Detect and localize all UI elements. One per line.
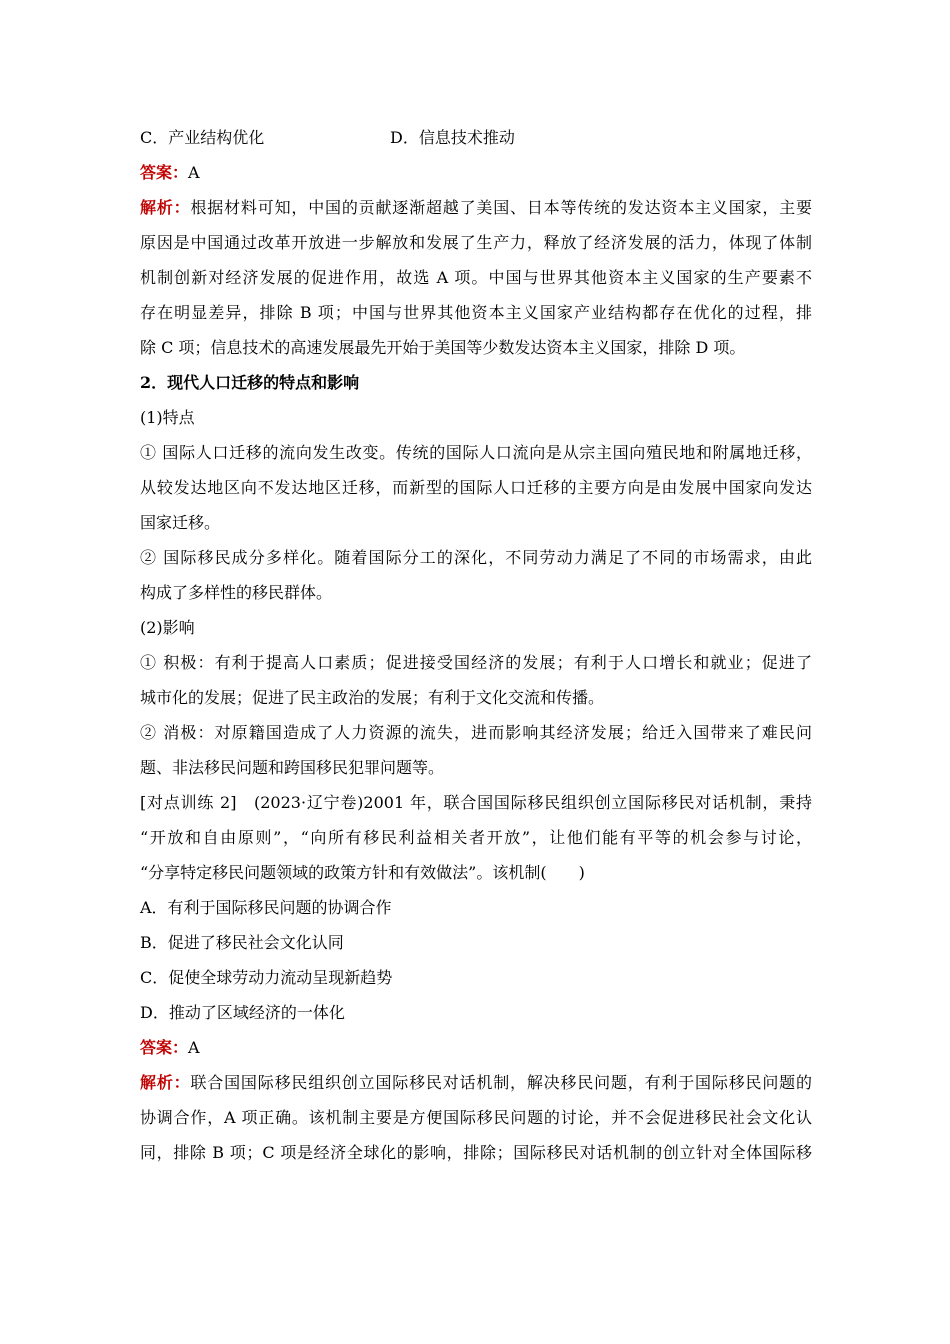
q1-analysis-line: 原因是中国通过改革开放进一步解放和发展了生产力，释放了经济发展的活力，体现了体制 xyxy=(140,233,812,252)
q1-options-row xyxy=(140,120,812,155)
q1-option-d: D．信息技术推动 xyxy=(390,128,515,147)
q2-analysis-line: 协调合作，A 项正确。该机制主要是方便国际移民问题的讨论，并不会促进移民社会文化认 xyxy=(140,1108,812,1127)
q2-option-c: C．促使全球劳动力流动呈现新趋势 xyxy=(140,968,393,987)
q2-option-b: B．促进了移民社会文化认同 xyxy=(140,933,344,952)
q1-analysis-line: 存在明显差异，排除 B 项；中国与世界其他资本主义国家产业结构都存在优化的过程，排 xyxy=(140,303,812,322)
q2-analysis-line: 同，排除 B 项；C 项是经济全球化的影响，排除；国际移民对话机制的创立针对全体国际移 xyxy=(140,1143,812,1162)
q1-answer xyxy=(140,155,812,190)
q1-analysis-label: 解析： xyxy=(140,198,191,217)
q2-option-a: A．有利于国际移民问题的协调合作 xyxy=(140,898,392,917)
document-page xyxy=(140,120,812,1170)
q2-stem-line: [对点训练 2] (2023·辽宁卷)2001 年，联合国国际移民组织创立国际移民对话机制，秉持 xyxy=(140,793,812,812)
feature-2-line: 构成了多样性的移民群体。 xyxy=(140,583,333,602)
q1-option-c: C．产业结构优化 xyxy=(140,128,265,147)
q2-answer xyxy=(140,1030,812,1065)
feature-1-line: ① 国际人口迁移的流向发生改变。传统的国际人口流向是从宗主国向殖民地和附属地迁移， xyxy=(140,443,812,462)
q1-analysis-line: 机制创新对经济发展的促进作用，故选 A 项。中国与世界其他资本主义国家的生产要素不 xyxy=(140,268,812,287)
q2-stem-line: “开放和自由原则”，“向所有移民利益相关者开放”，让他们能有平等的机会参与讨论， xyxy=(140,828,812,847)
q1-analysis-line: 除 C 项；信息技术的高速发展最先开始于美国等少数发达资本主义国家，排除 D 项。 xyxy=(140,338,746,357)
impact-negative-line: ② 消极：对原籍国造成了人力资源的流失，进而影响其经济发展；给迁入国带来了难民问 xyxy=(140,723,812,742)
impact-positive-line: ① 积极：有利于提高人口素质；促进接受国经济的发展；有利于人口增长和就业；促进了 xyxy=(140,653,812,672)
q2-answer-label: 答案： xyxy=(140,1038,189,1057)
q2-option-d: D．推动了区域经济的一体化 xyxy=(140,1003,345,1022)
q1-answer-value: A xyxy=(188,163,200,182)
q2-analysis-text: 联合国国际移民组织创立国际移民对话机制，解决移民问题，有利于国际移民问题的 xyxy=(190,1073,812,1092)
impact-positive-line: 城市化的发展；促进了民主政治的发展；有利于文化交流和传播。 xyxy=(140,688,605,707)
q2-analysis-line xyxy=(140,1065,812,1100)
subheading-features: (1)特点 xyxy=(140,408,195,427)
q1-analysis-line xyxy=(140,190,812,225)
subheading-impacts: (2)影响 xyxy=(140,618,195,637)
section-heading: 2．现代人口迁移的特点和影响 xyxy=(140,373,360,392)
q1-analysis-text: 根据材料可知，中国的贡献逐渐超越了美国、日本等传统的发达资本主义国家，主要 xyxy=(190,198,812,217)
feature-1-line: 国家迁移。 xyxy=(140,513,221,532)
q1-answer-label: 答案： xyxy=(140,163,189,182)
feature-1-line: 从较发达地区向不发达地区迁移，而新型的国际人口迁移的主要方向是由发展中国家向发达 xyxy=(140,478,812,497)
feature-2-line: ② 国际移民成分多样化。随着国际分工的深化，不同劳动力满足了不同的市场需求，由此 xyxy=(140,548,812,567)
impact-negative-line: 题、非法移民问题和跨国移民犯罪问题等。 xyxy=(140,758,445,777)
q2-stem-line: “分享特定移民问题领域的政策方针和有效做法”。该机制( ) xyxy=(140,863,585,882)
q2-analysis-label: 解析： xyxy=(140,1073,191,1092)
q2-answer-value: A xyxy=(188,1038,200,1057)
